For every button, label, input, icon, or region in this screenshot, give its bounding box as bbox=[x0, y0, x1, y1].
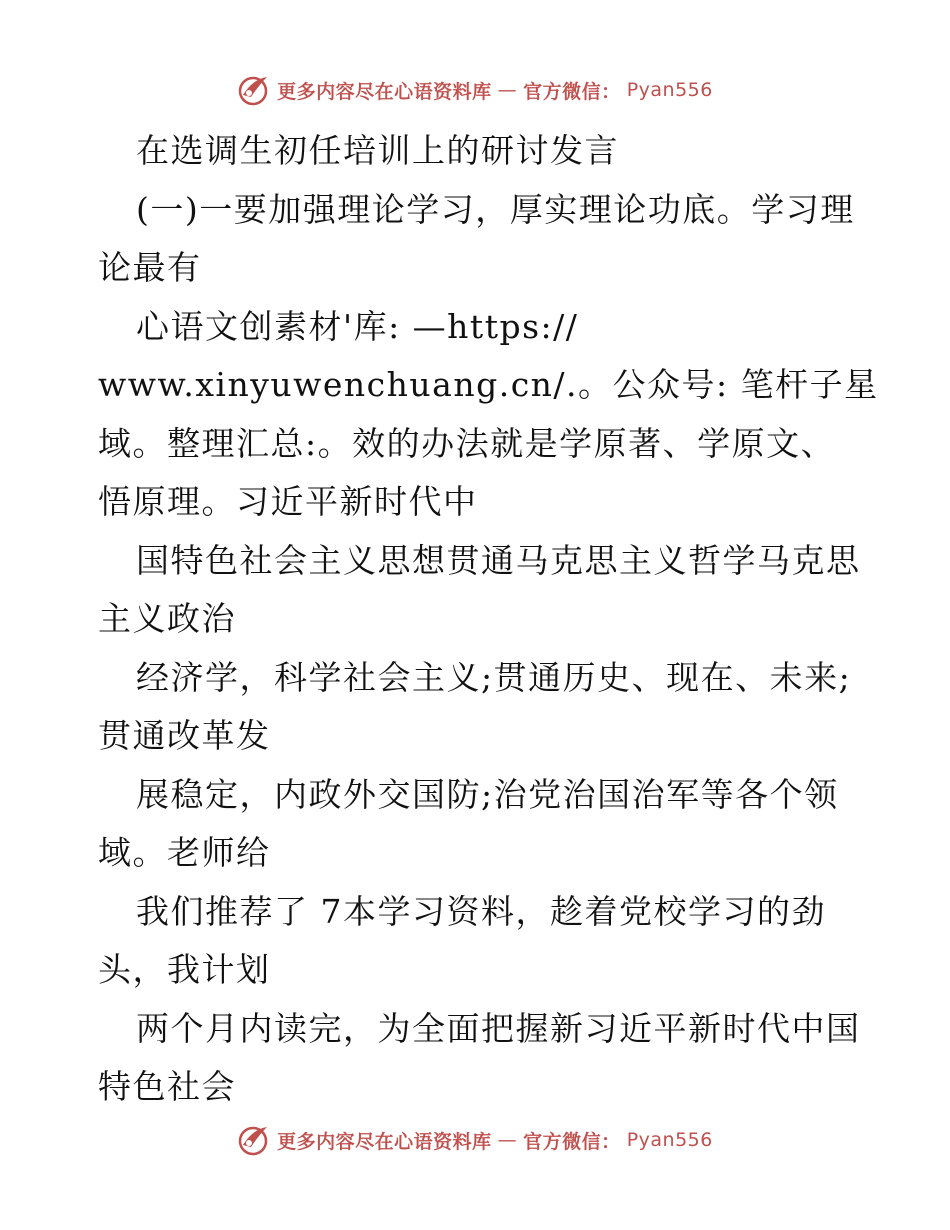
paragraph-line: 悟原理。习近平新时代中 bbox=[98, 482, 478, 521]
watermark-official: 官方微信： bbox=[523, 80, 621, 103]
paragraph-line: 主义政治 bbox=[98, 599, 236, 638]
document-body bbox=[98, 122, 879, 1117]
paragraph-line: 头，我计划 bbox=[98, 950, 271, 989]
paragraph-line: 域。老师给 bbox=[98, 833, 271, 872]
footer-watermark bbox=[0, 1120, 950, 1160]
paragraph-line: 贯通改革发 bbox=[98, 716, 271, 755]
paragraph-line: 我们推荐了 7本学习资料，趁着党校学习的劲 bbox=[136, 891, 826, 931]
paragraph-line: www.xinyuwenchuang.cn/.。公众号: 笔杆子星 bbox=[98, 365, 879, 404]
document-title: 在选调生初任培训上的研讨发言 bbox=[136, 131, 619, 170]
paragraph-line: 两个月内读完，为全面把握新习近平新时代中国 bbox=[136, 1008, 861, 1048]
watermark-official: 官方微信： bbox=[523, 1130, 621, 1153]
paragraph-line: (一)一要加强理论学习，厚实理论功底。学习理 bbox=[136, 189, 855, 229]
pen-logo-icon bbox=[237, 73, 271, 107]
watermark-dash: — bbox=[497, 79, 518, 101]
header-watermark bbox=[0, 70, 950, 110]
paragraph-line: 经济学，科学社会主义;贯通历史、现在、未来; bbox=[136, 657, 852, 697]
watermark-brand: 更多内容尽在心语资料库 bbox=[277, 80, 492, 103]
pen-logo-icon bbox=[237, 1123, 271, 1157]
paragraph-line: 国特色社会主义思想贯通马克思主义哲学马克思 bbox=[136, 540, 861, 580]
paragraph-line: 展稳定，内政外交国防;治党治国治军等各个领 bbox=[136, 774, 839, 814]
paragraph-line: 心语文创素材'库: —https:// bbox=[136, 306, 579, 346]
watermark-id: Pyan556 bbox=[626, 1129, 713, 1151]
paragraph-line: 特色社会 bbox=[98, 1067, 236, 1106]
paragraph-line: 论最有 bbox=[98, 248, 202, 287]
watermark-id: Pyan556 bbox=[626, 79, 713, 101]
paragraph-line: 域。整理汇总:。效的办法就是学原著、学原文、 bbox=[98, 423, 836, 463]
watermark-brand: 更多内容尽在心语资料库 bbox=[277, 1130, 492, 1153]
watermark-dash: — bbox=[497, 1129, 518, 1151]
